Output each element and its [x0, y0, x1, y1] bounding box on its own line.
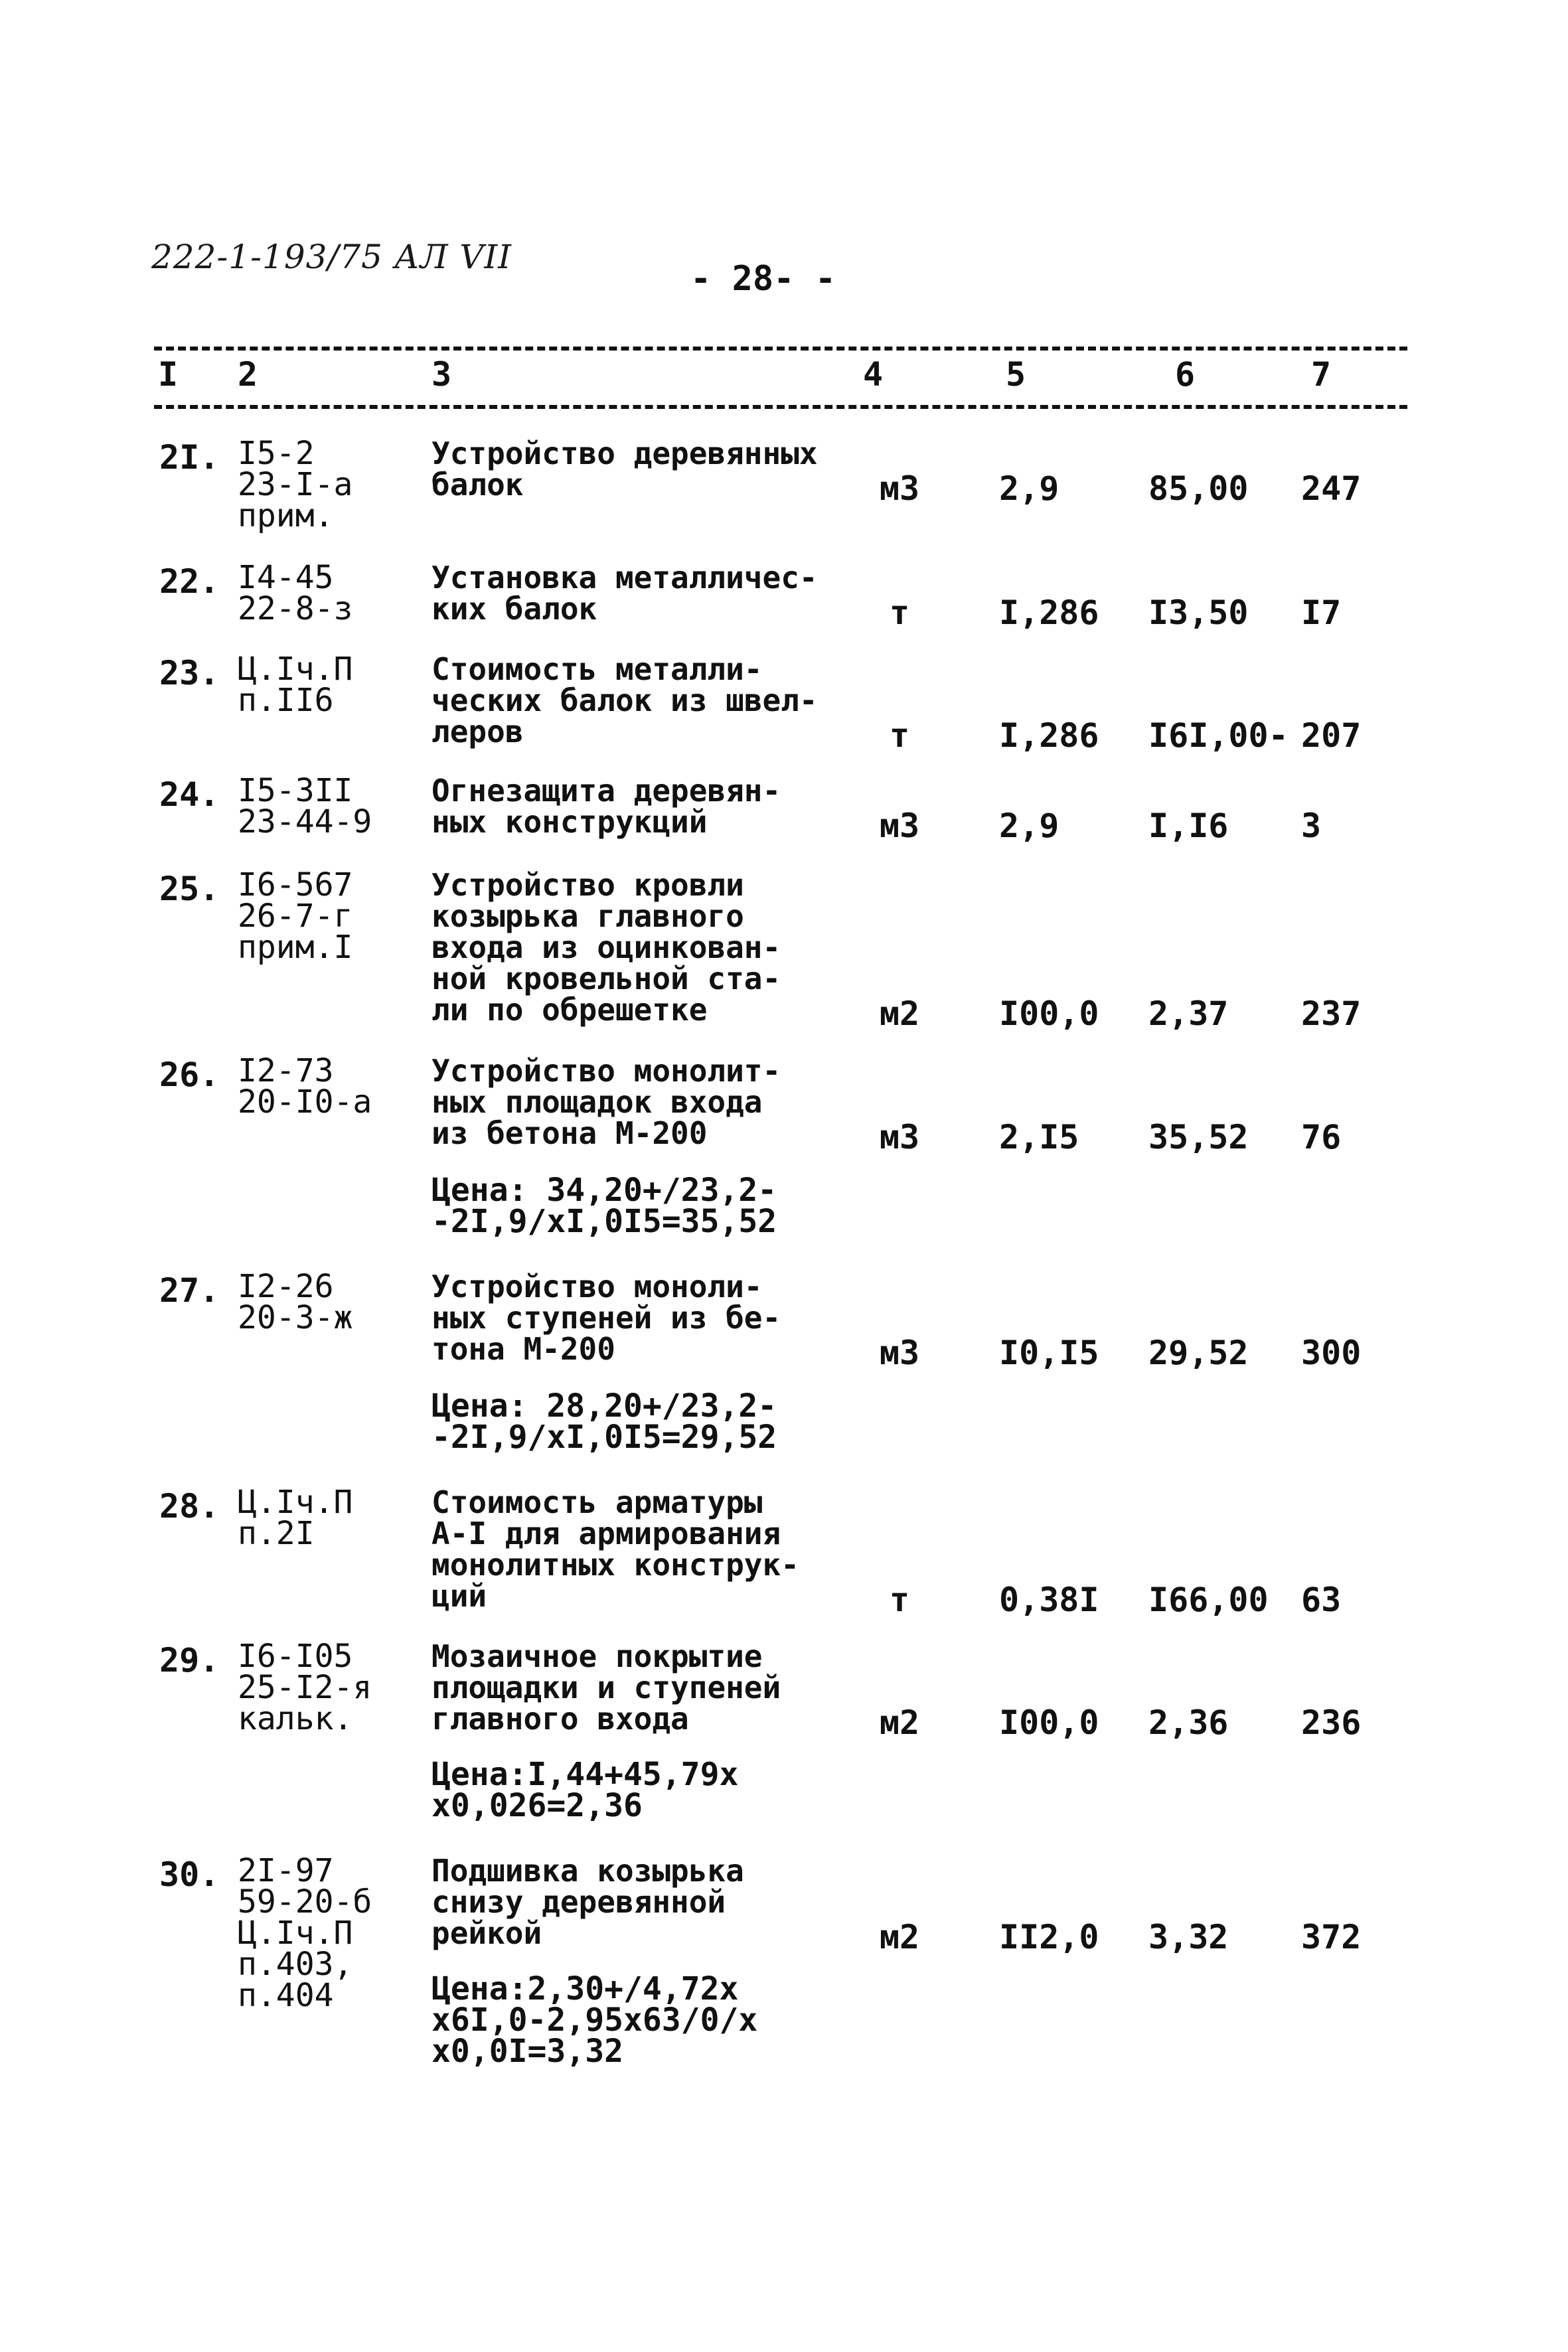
row-number: 23.	[159, 654, 220, 692]
norm-code: Ц.Iч.П п.II6	[238, 651, 353, 719]
total-cost: 3	[1301, 807, 1322, 845]
work-description: Устройство моноли- ных ступеней из бе- тона М-200	[431, 1269, 781, 1367]
unit: м2	[879, 1918, 920, 1956]
unit: м3	[879, 1334, 920, 1372]
unit-price: 3,32	[1148, 1918, 1229, 1956]
work-description: Огнезащита деревян- ных конструкций	[431, 773, 781, 840]
work-description: Установка металличес- ких балок	[431, 560, 818, 627]
row-number: 26.	[159, 1056, 220, 1094]
unit-price: 29,52	[1148, 1334, 1249, 1372]
unit: т	[889, 1581, 910, 1619]
total-cost: 76	[1301, 1118, 1342, 1156]
unit: м2	[879, 994, 920, 1033]
unit: м2	[879, 1703, 920, 1742]
work-description: Устройство монолит- ных площадок входа из бетона М-200	[431, 1053, 781, 1151]
row-number: 30.	[159, 1855, 220, 1894]
total-cost: 207	[1301, 716, 1362, 755]
unit: м3	[879, 1118, 920, 1156]
unit-price: I3,50	[1148, 593, 1249, 632]
norm-code: I6-I05 25-I2-я кальк.	[238, 1638, 372, 1737]
row-number: 29.	[159, 1641, 220, 1680]
price-calculation-note: Цена:2,30+/4,72х х6I,0-2,95х63/0/х х0,0I=3,32	[431, 1970, 758, 2070]
unit: м3	[879, 807, 920, 845]
norm-code: I5-3II 23-44-9	[238, 772, 372, 840]
work-description: Устройство деревянных балок	[431, 435, 818, 503]
quantity: I0,I5	[999, 1334, 1099, 1372]
price-calculation-note: Цена: 34,20+/23,2- -2I,9/хI,0I5=35,52	[431, 1172, 777, 1240]
unit: м3	[879, 469, 920, 508]
total-cost: 247	[1301, 469, 1362, 508]
quantity: I,286	[999, 593, 1099, 632]
norm-code: I4-45 22-8-з	[238, 559, 353, 627]
work-description: Мозаичное покрытие площадки и ступеней главного входа	[431, 1638, 781, 1737]
row-number: 28.	[159, 1487, 220, 1526]
unit-price: I6I,00-	[1148, 716, 1289, 755]
row-number: 24.	[159, 775, 220, 814]
norm-code: I6-567 26-7-г прим.I	[238, 866, 353, 966]
price-calculation-note: Цена: 28,20+/23,2- -2I,9/хI,0I5=29,52	[431, 1387, 777, 1456]
row-number: 2I.	[159, 438, 220, 477]
work-description: Стоимость арматуры А-I для армирования монолитных конструк- ций	[431, 1484, 799, 1614]
work-description: Устройство кровли козырька главного входа из оцинкован- ной кровельной ста- ли по обрешетке	[431, 867, 781, 1028]
norm-code: 2I-97 59-20-б Ц.Iч.П п.403, п.404	[238, 1852, 372, 2014]
row-number: 27.	[159, 1271, 220, 1310]
unit-price: 2,37	[1148, 994, 1229, 1033]
column-header-4: 4	[863, 355, 884, 394]
unit-price: I66,00	[1148, 1581, 1269, 1619]
unit: т	[889, 593, 910, 632]
total-cost: 372	[1301, 1918, 1362, 1956]
unit: т	[889, 716, 910, 755]
unit-price: I,I6	[1148, 807, 1229, 845]
quantity: 2,I5	[999, 1118, 1079, 1156]
row-number: 25.	[159, 870, 220, 908]
top-dashed-rule	[154, 347, 1407, 351]
column-header-6: 6	[1175, 355, 1196, 394]
header-dashed-rule	[154, 405, 1407, 409]
column-header-1: I	[158, 355, 179, 394]
norm-code: I2-73 20-I0-а	[238, 1052, 372, 1121]
quantity: 2,9	[999, 469, 1059, 508]
work-description: Стоимость металли- ческих балок из швел- леров	[431, 651, 818, 749]
quantity: 2,9	[999, 807, 1059, 845]
norm-code: I2-26 20-3-ж	[238, 1268, 353, 1336]
handwritten-document-code: 222-1-193/75 АЛ VII	[151, 238, 512, 276]
quantity: I,286	[999, 716, 1099, 755]
quantity: II2,0	[999, 1918, 1099, 1956]
column-header-7: 7	[1311, 355, 1332, 394]
total-cost: 63	[1301, 1581, 1342, 1619]
column-header-3: 3	[431, 355, 452, 394]
unit-price: 85,00	[1148, 469, 1249, 508]
quantity: I00,0	[999, 994, 1099, 1033]
total-cost: I7	[1301, 593, 1342, 632]
page-number: - 28- -	[690, 259, 836, 299]
row-number: 22.	[159, 562, 220, 601]
price-calculation-note: Цена:I,44+45,79х х0,026=2,36	[431, 1756, 739, 1824]
norm-code: I5-2 23-I-а прим.	[238, 435, 353, 534]
total-cost: 237	[1301, 994, 1362, 1033]
quantity: I00,0	[999, 1703, 1099, 1742]
unit-price: 2,36	[1148, 1703, 1229, 1742]
column-header-2: 2	[238, 355, 258, 394]
norm-code: Ц.Iч.П п.2I	[238, 1484, 353, 1552]
column-header-5: 5	[1006, 355, 1026, 394]
work-description: Подшивка козырька снизу деревянной рейкой	[431, 1853, 744, 1951]
total-cost: 300	[1301, 1334, 1362, 1372]
total-cost: 236	[1301, 1703, 1362, 1742]
unit-price: 35,52	[1148, 1118, 1249, 1156]
quantity: 0,38I	[999, 1581, 1099, 1619]
